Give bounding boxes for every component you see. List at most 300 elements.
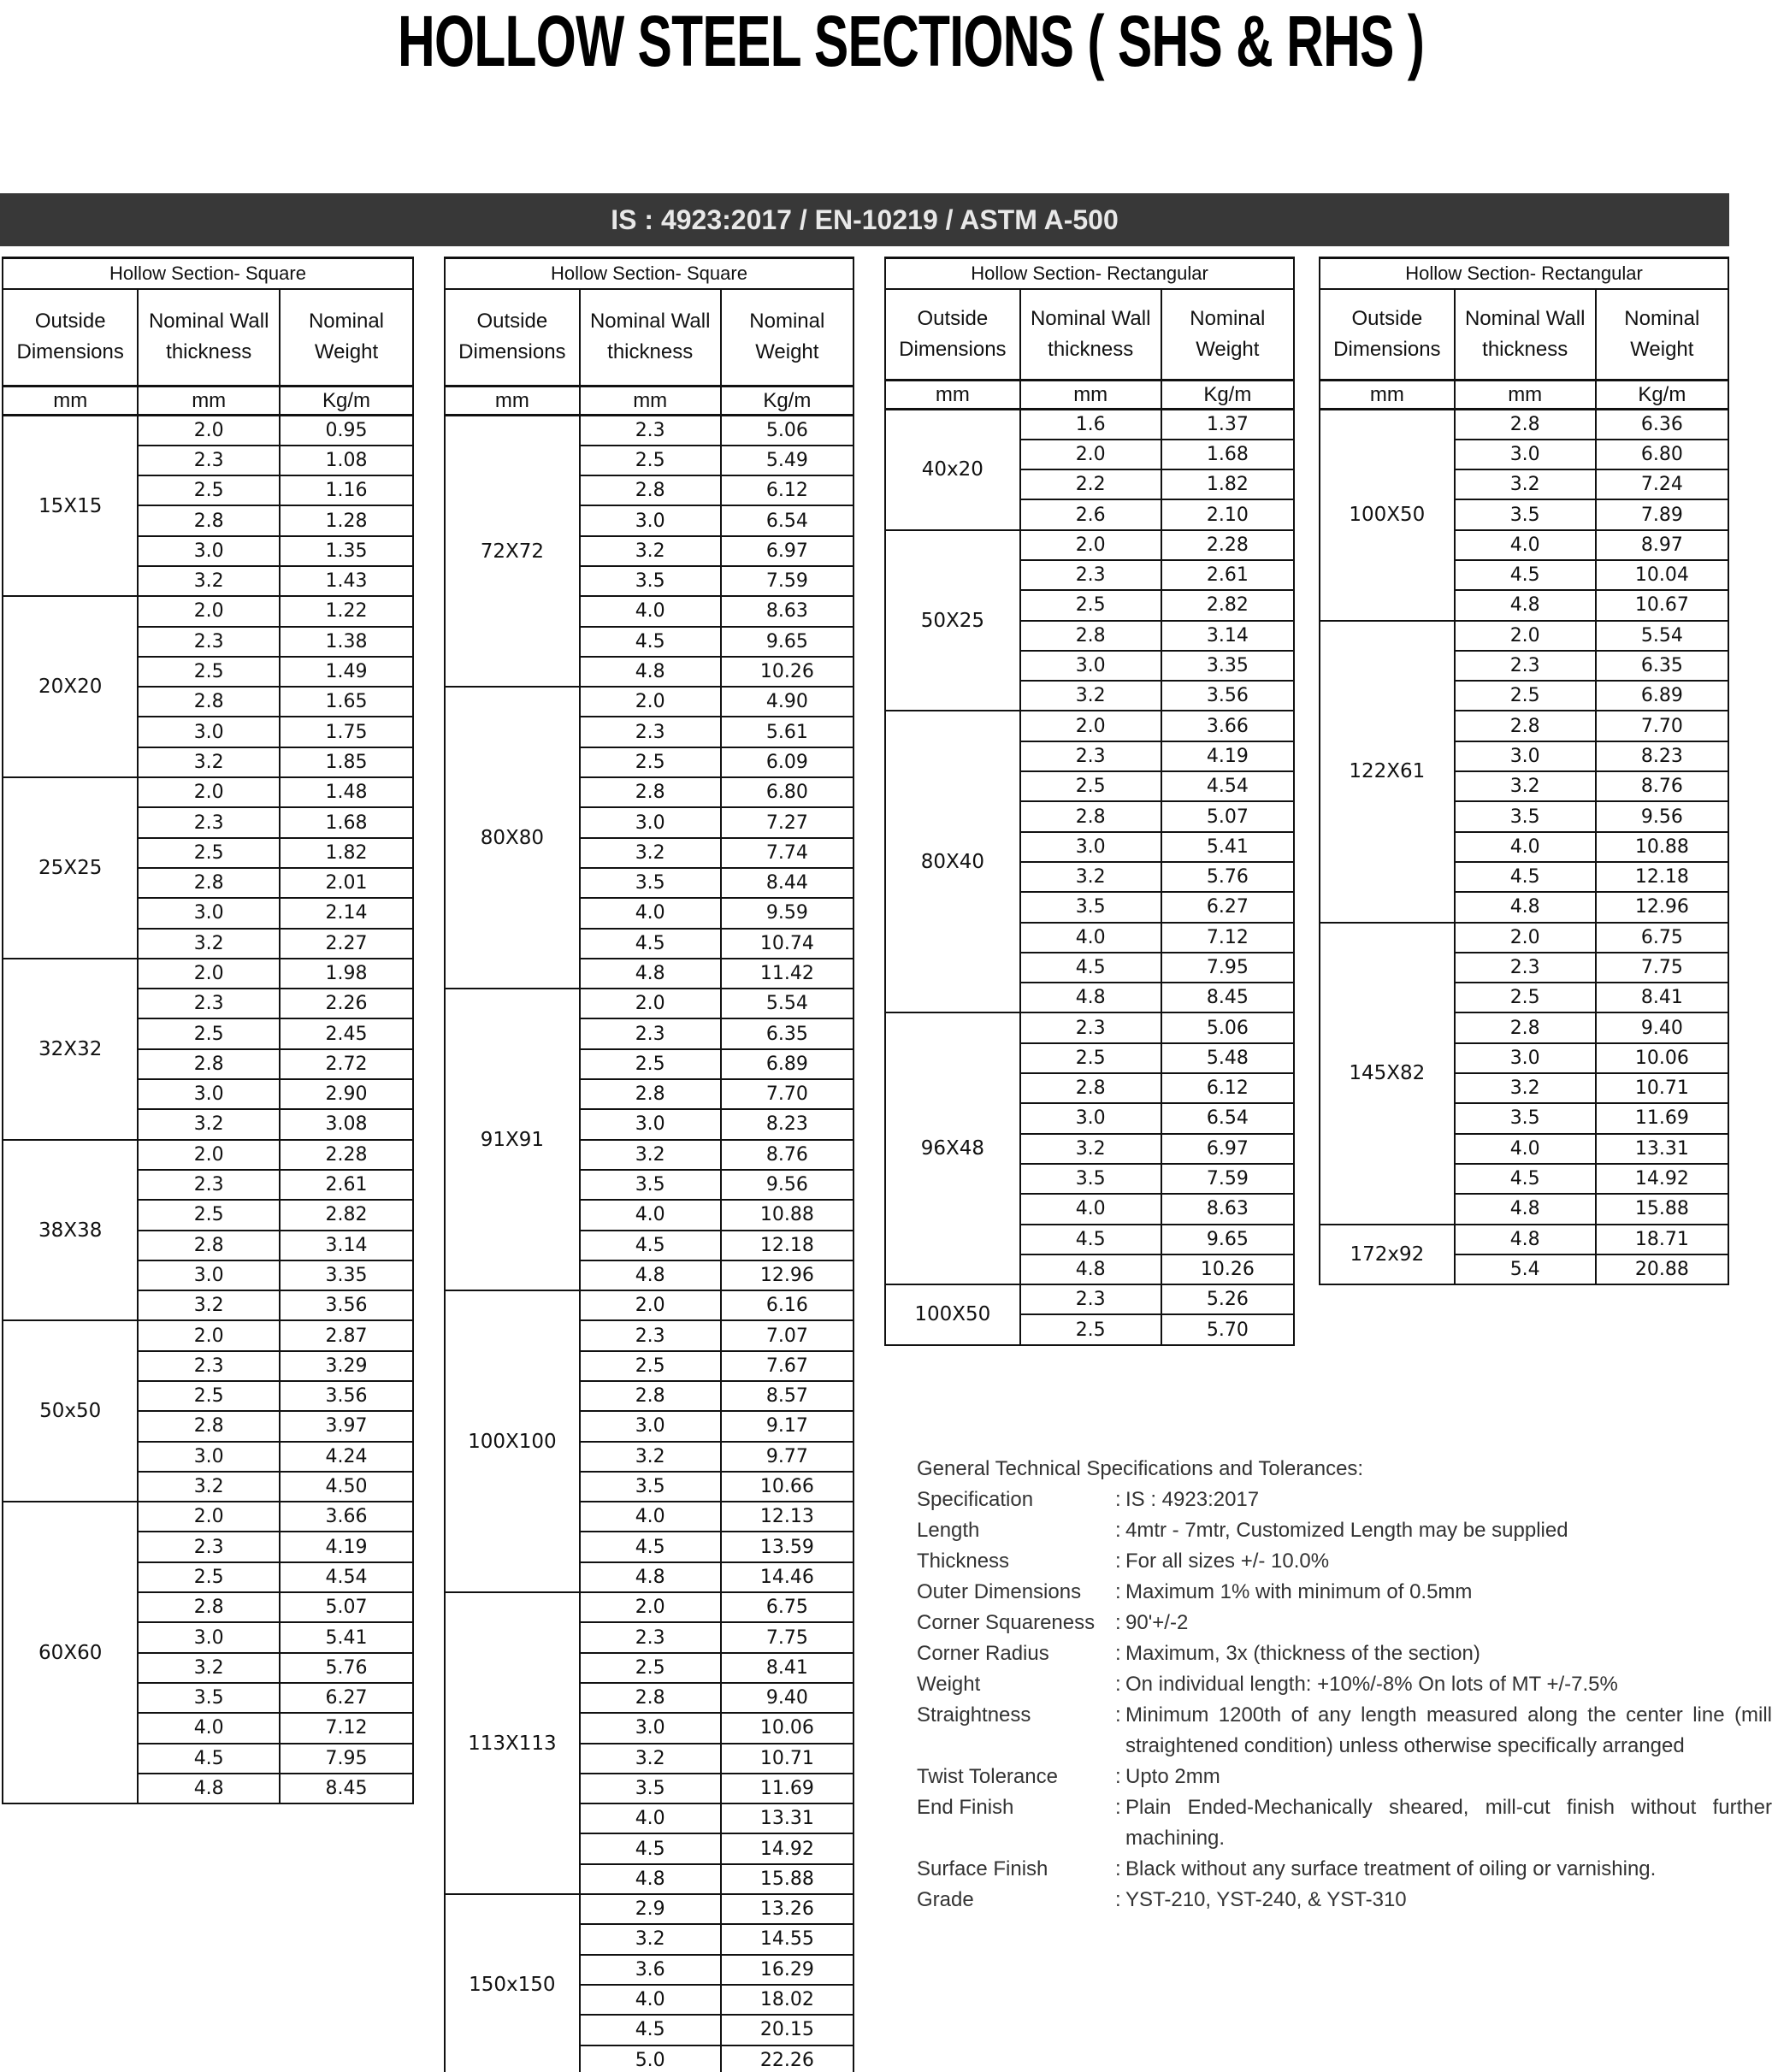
nominal-weight-cell: 15.88 — [1596, 1194, 1728, 1224]
wall-thickness-cell: 3.5 — [580, 868, 721, 898]
nominal-weight-cell: 6.75 — [721, 1592, 854, 1622]
outside-dimension-cell: 113X113 — [445, 1592, 580, 1894]
nominal-weight-cell: 3.14 — [1161, 621, 1294, 651]
nominal-weight-cell: 2.82 — [280, 1200, 413, 1230]
column-header-row — [1320, 289, 1728, 381]
nominal-weight-cell: 7.59 — [721, 566, 854, 596]
table-title-row — [885, 258, 1294, 289]
wall-thickness-cell: 2.8 — [1455, 711, 1596, 741]
wall-thickness-cell: 2.9 — [580, 1894, 721, 1924]
wall-thickness-cell: 3.2 — [138, 1653, 280, 1683]
wall-thickness-cell: 2.0 — [1020, 711, 1161, 741]
wall-thickness-cell: 2.3 — [138, 1532, 280, 1561]
nominal-weight-cell: 5.61 — [721, 717, 854, 747]
wall-thickness-cell: 2.5 — [138, 1200, 280, 1230]
nominal-weight-cell: 6.89 — [1596, 681, 1728, 711]
wall-thickness-cell: 2.3 — [1020, 741, 1161, 771]
wall-thickness-cell: 4.5 — [1455, 862, 1596, 892]
wall-thickness-cell: 2.5 — [1455, 983, 1596, 1012]
outside-dimension-cell: 50x50 — [3, 1320, 138, 1502]
nominal-weight-cell: 2.26 — [280, 989, 413, 1018]
wall-thickness-cell: 2.5 — [1020, 771, 1161, 801]
wall-thickness-cell: 2.8 — [580, 1381, 721, 1411]
outside-dimension-cell: 145X82 — [1320, 923, 1455, 1225]
wall-thickness-cell: 3.5 — [580, 1774, 721, 1803]
nominal-weight-cell: 6.97 — [721, 536, 854, 566]
wall-thickness-cell: 2.8 — [580, 1079, 721, 1109]
nominal-weight-cell: 11.42 — [721, 959, 854, 989]
specs-heading: General Technical Specifications and Tolerances: — [917, 1457, 1364, 1480]
nominal-weight-cell: 5.07 — [280, 1592, 413, 1622]
spec-value: 90'+/-2 — [1125, 1611, 1189, 1634]
wall-thickness-cell: 2.0 — [138, 1320, 280, 1350]
nominal-weight-cell: 5.48 — [1161, 1043, 1294, 1073]
nominal-weight-cell: 14.92 — [721, 1833, 854, 1863]
wall-thickness-cell: 3.0 — [1455, 1043, 1596, 1073]
table-row — [3, 1502, 413, 1532]
wall-thickness-cell: 4.8 — [580, 1562, 721, 1592]
nominal-weight-cell: 5.26 — [1161, 1284, 1294, 1314]
nominal-weight-cell: 10.06 — [1596, 1043, 1728, 1073]
nominal-weight-cell: 1.65 — [280, 687, 413, 717]
wall-thickness-cell: 3.5 — [580, 1472, 721, 1502]
wall-thickness-cell: 3.2 — [1455, 1073, 1596, 1103]
spec-separator: : — [1115, 1580, 1121, 1603]
wall-thickness-cell: 3.0 — [138, 1442, 280, 1472]
header-outside-dimensions: Outside Dimensions — [1320, 289, 1455, 381]
nominal-weight-cell: 18.02 — [721, 1985, 854, 2015]
wall-thickness-cell: 3.0 — [580, 1713, 721, 1743]
nominal-weight-cell: 4.54 — [1161, 771, 1294, 801]
square-sections-table-1 — [2, 257, 414, 1804]
wall-thickness-cell: 3.5 — [1455, 1103, 1596, 1133]
nominal-weight-cell: 9.65 — [1161, 1225, 1294, 1254]
nominal-weight-cell: 5.07 — [1161, 801, 1294, 831]
wall-thickness-cell: 2.3 — [138, 1170, 280, 1200]
wall-thickness-cell: 4.0 — [1455, 530, 1596, 560]
spec-value: Maximum 1% with minimum of 0.5mm — [1125, 1580, 1473, 1603]
nominal-weight-cell: 8.63 — [1161, 1194, 1294, 1224]
nominal-weight-cell: 4.19 — [280, 1532, 413, 1561]
nominal-weight-cell: 2.14 — [280, 898, 413, 928]
wall-thickness-cell: 2.0 — [580, 687, 721, 717]
wall-thickness-cell: 5.4 — [1455, 1254, 1596, 1284]
nominal-weight-cell: 10.71 — [721, 1744, 854, 1774]
nominal-weight-cell: 12.96 — [1596, 892, 1728, 922]
wall-thickness-cell: 3.2 — [580, 1744, 721, 1774]
wall-thickness-cell: 4.8 — [1455, 1194, 1596, 1224]
wall-thickness-cell: 4.8 — [1455, 590, 1596, 620]
wall-thickness-cell: 2.8 — [1455, 410, 1596, 440]
outside-dimension-cell: 150x150 — [445, 1894, 580, 2072]
spec-item — [917, 1485, 1772, 1515]
nominal-weight-cell: 9.40 — [721, 1683, 854, 1713]
wall-thickness-cell: 2.5 — [580, 1351, 721, 1381]
spec-separator: : — [1115, 1857, 1121, 1880]
wall-thickness-cell: 2.3 — [138, 807, 280, 837]
nominal-weight-cell: 3.97 — [280, 1411, 413, 1441]
wall-thickness-cell: 2.0 — [580, 1592, 721, 1622]
table-row — [3, 1320, 413, 1350]
wall-thickness-cell: 2.3 — [138, 1351, 280, 1381]
wall-thickness-cell: 2.0 — [138, 959, 280, 989]
table-row — [445, 416, 854, 446]
nominal-weight-cell: 9.59 — [721, 898, 854, 928]
outside-dimension-cell: 91X91 — [445, 989, 580, 1290]
nominal-weight-cell: 12.18 — [1596, 862, 1728, 892]
wall-thickness-cell: 3.0 — [138, 898, 280, 928]
spec-value: Minimum 1200th of any length measured along the center line (mill straightened condition) unless otherwise specifically arranged — [1125, 1703, 1772, 1757]
nominal-weight-cell: 10.26 — [721, 657, 854, 687]
wall-thickness-cell: 2.8 — [138, 505, 280, 535]
nominal-weight-cell: 0.95 — [280, 416, 413, 446]
nominal-weight-cell: 6.35 — [1596, 651, 1728, 681]
wall-thickness-cell: 4.5 — [580, 627, 721, 657]
spec-item — [917, 1854, 1772, 1885]
wall-thickness-cell: 2.3 — [138, 627, 280, 657]
unit-thickness: mm — [138, 387, 280, 416]
wall-thickness-cell: 2.8 — [138, 1592, 280, 1622]
spec-label: Outer Dimensions — [917, 1580, 1082, 1603]
wall-thickness-cell: 4.8 — [1455, 1225, 1596, 1254]
nominal-weight-cell: 6.97 — [1161, 1134, 1294, 1164]
nominal-weight-cell: 4.90 — [721, 687, 854, 717]
table-row — [3, 416, 413, 446]
table-row — [445, 989, 854, 1018]
spec-item — [917, 1515, 1772, 1546]
nominal-weight-cell: 8.44 — [721, 868, 854, 898]
wall-thickness-cell: 2.8 — [138, 1049, 280, 1079]
spec-item — [917, 1669, 1772, 1700]
wall-thickness-cell: 2.8 — [138, 1411, 280, 1441]
wall-thickness-cell: 2.5 — [138, 657, 280, 687]
spec-separator: : — [1115, 1673, 1121, 1696]
wall-thickness-cell: 4.5 — [580, 1231, 721, 1260]
table-title: Hollow Section- Square — [3, 258, 413, 289]
wall-thickness-cell: 4.0 — [580, 1200, 721, 1230]
nominal-weight-cell: 3.56 — [1161, 681, 1294, 711]
wall-thickness-cell: 2.0 — [580, 989, 721, 1018]
nominal-weight-cell: 14.46 — [721, 1562, 854, 1592]
wall-thickness-cell: 2.5 — [580, 1653, 721, 1683]
nominal-weight-cell: 5.70 — [1161, 1314, 1294, 1344]
wall-thickness-cell: 3.2 — [138, 1109, 280, 1139]
nominal-weight-cell: 3.29 — [280, 1351, 413, 1381]
outside-dimension-cell: 38X38 — [3, 1140, 138, 1321]
wall-thickness-cell: 3.0 — [138, 1079, 280, 1109]
wall-thickness-cell: 2.3 — [1020, 560, 1161, 590]
nominal-weight-cell: 11.69 — [721, 1774, 854, 1803]
wall-thickness-cell: 2.0 — [138, 416, 280, 446]
unit-dimension: mm — [3, 387, 138, 416]
nominal-weight-cell: 3.56 — [280, 1290, 413, 1320]
nominal-weight-cell: 9.40 — [1596, 1012, 1728, 1042]
nominal-weight-cell: 1.22 — [280, 596, 413, 626]
nominal-weight-cell: 7.24 — [1596, 469, 1728, 499]
wall-thickness-cell: 3.2 — [1455, 771, 1596, 801]
spec-item — [917, 1792, 1772, 1854]
spec-value: 4mtr - 7mtr, Customized Length may be supplied — [1125, 1519, 1568, 1542]
nominal-weight-cell: 5.49 — [721, 446, 854, 475]
wall-thickness-cell: 4.5 — [580, 2015, 721, 2045]
wall-thickness-cell: 4.5 — [1020, 1225, 1161, 1254]
header-outside-dimensions: Outside Dimensions — [885, 289, 1020, 381]
nominal-weight-cell: 8.23 — [721, 1109, 854, 1139]
table-title: Hollow Section- Rectangular — [1320, 258, 1728, 289]
wall-thickness-cell: 3.2 — [580, 1924, 721, 1954]
spec-value: Upto 2mm — [1125, 1765, 1220, 1788]
wall-thickness-cell: 4.8 — [580, 959, 721, 989]
nominal-weight-cell: 6.12 — [721, 475, 854, 505]
table-row — [3, 777, 413, 807]
nominal-weight-cell: 10.04 — [1596, 560, 1728, 590]
nominal-weight-cell: 6.36 — [1596, 410, 1728, 440]
wall-thickness-cell: 4.0 — [580, 1502, 721, 1532]
table-title-row — [445, 258, 854, 289]
wall-thickness-cell: 2.0 — [1455, 923, 1596, 953]
outside-dimension-cell: 25X25 — [3, 777, 138, 959]
nominal-weight-cell: 2.28 — [280, 1140, 413, 1170]
specs-list — [917, 1485, 1772, 1916]
table-row — [885, 711, 1294, 741]
wall-thickness-cell: 2.2 — [1020, 469, 1161, 499]
outside-dimension-cell: 96X48 — [885, 1012, 1020, 1284]
column-header-row — [445, 289, 854, 387]
table-row — [3, 596, 413, 626]
wall-thickness-cell: 2.5 — [1020, 1314, 1161, 1344]
spec-separator: : — [1115, 1642, 1121, 1665]
nominal-weight-cell: 2.45 — [280, 1018, 413, 1048]
header-wall-thickness: Nominal Wall thickness — [1455, 289, 1596, 381]
outside-dimension-cell: 15X15 — [3, 416, 138, 597]
nominal-weight-cell: 4.50 — [280, 1472, 413, 1502]
header-outside-dimensions: Outside Dimensions — [445, 289, 580, 387]
wall-thickness-cell: 2.3 — [580, 1320, 721, 1350]
wall-thickness-cell: 4.0 — [580, 898, 721, 928]
spec-label: Grade — [917, 1888, 974, 1911]
wall-thickness-cell: 2.8 — [138, 868, 280, 898]
spec-label: Surface Finish — [917, 1857, 1048, 1880]
nominal-weight-cell: 8.76 — [721, 1140, 854, 1170]
nominal-weight-cell: 2.61 — [280, 1170, 413, 1200]
wall-thickness-cell: 2.5 — [1020, 1043, 1161, 1073]
nominal-weight-cell: 9.56 — [721, 1170, 854, 1200]
spec-separator: : — [1115, 1519, 1121, 1542]
nominal-weight-cell: 6.27 — [280, 1683, 413, 1713]
outside-dimension-cell: 80X40 — [885, 711, 1020, 1012]
outside-dimension-cell: 80X80 — [445, 687, 580, 989]
wall-thickness-cell: 4.8 — [1455, 892, 1596, 922]
nominal-weight-cell: 3.35 — [280, 1260, 413, 1290]
unit-thickness: mm — [580, 387, 721, 416]
spec-label: Straightness — [917, 1703, 1031, 1727]
spec-separator: : — [1115, 1611, 1121, 1634]
spec-item — [917, 1885, 1772, 1916]
spec-value: IS : 4923:2017 — [1125, 1488, 1260, 1511]
wall-thickness-cell: 2.3 — [138, 989, 280, 1018]
nominal-weight-cell: 13.26 — [721, 1894, 854, 1924]
nominal-weight-cell: 10.26 — [1161, 1254, 1294, 1284]
nominal-weight-cell: 3.35 — [1161, 651, 1294, 681]
wall-thickness-cell: 3.5 — [1020, 892, 1161, 922]
nominal-weight-cell: 22.26 — [721, 2045, 854, 2072]
spec-label: Corner Radius — [917, 1642, 1049, 1665]
nominal-weight-cell: 1.43 — [280, 566, 413, 596]
spec-separator: : — [1115, 1796, 1121, 1819]
table-row — [1320, 621, 1728, 651]
nominal-weight-cell: 12.18 — [721, 1231, 854, 1260]
table-title-row — [1320, 258, 1728, 289]
nominal-weight-cell: 13.31 — [721, 1803, 854, 1833]
nominal-weight-cell: 2.61 — [1161, 560, 1294, 590]
table-row — [3, 959, 413, 989]
wall-thickness-cell: 3.0 — [1020, 832, 1161, 862]
spec-value: For all sizes +/- 10.0% — [1125, 1550, 1330, 1573]
spec-separator: : — [1115, 1550, 1121, 1573]
wall-thickness-cell: 2.3 — [580, 1622, 721, 1652]
wall-thickness-cell: 4.8 — [1020, 983, 1161, 1012]
header-wall-thickness: Nominal Wall thickness — [580, 289, 721, 387]
nominal-weight-cell: 9.77 — [721, 1442, 854, 1472]
nominal-weight-cell: 8.45 — [1161, 983, 1294, 1012]
nominal-weight-cell: 2.72 — [280, 1049, 413, 1079]
wall-thickness-cell: 2.0 — [1020, 440, 1161, 469]
wall-thickness-cell: 4.8 — [580, 1260, 721, 1290]
nominal-weight-cell: 2.01 — [280, 868, 413, 898]
nominal-weight-cell: 6.80 — [1596, 440, 1728, 469]
wall-thickness-cell: 3.0 — [138, 1260, 280, 1290]
wall-thickness-cell: 2.3 — [1020, 1012, 1161, 1042]
nominal-weight-cell: 7.95 — [1161, 953, 1294, 983]
spec-label: End Finish — [917, 1796, 1014, 1819]
unit-row — [1320, 381, 1728, 410]
unit-thickness: mm — [1020, 381, 1161, 410]
nominal-weight-cell: 7.70 — [1596, 711, 1728, 741]
wall-thickness-cell: 3.0 — [1020, 651, 1161, 681]
nominal-weight-cell: 6.09 — [721, 747, 854, 777]
nominal-weight-cell: 7.75 — [1596, 953, 1728, 983]
wall-thickness-cell: 3.2 — [138, 1472, 280, 1502]
table-title: Hollow Section- Rectangular — [885, 258, 1294, 289]
spec-value: YST-210, YST-240, & YST-310 — [1125, 1888, 1407, 1911]
nominal-weight-cell: 5.06 — [721, 416, 854, 446]
spec-value: Black without any surface treatment of oiling or varnishing. — [1125, 1857, 1657, 1880]
wall-thickness-cell: 2.6 — [1020, 499, 1161, 529]
wall-thickness-cell: 2.5 — [138, 1018, 280, 1048]
nominal-weight-cell: 2.27 — [280, 929, 413, 959]
outside-dimension-cell: 100X100 — [445, 1290, 580, 1592]
spec-item — [917, 1577, 1772, 1608]
header-nominal-weight: Nominal Weight — [1161, 289, 1294, 381]
nominal-weight-cell: 20.15 — [721, 2015, 854, 2045]
nominal-weight-cell: 6.27 — [1161, 892, 1294, 922]
nominal-weight-cell: 1.49 — [280, 657, 413, 687]
nominal-weight-cell: 5.06 — [1161, 1012, 1294, 1042]
table-row — [1320, 410, 1728, 440]
nominal-weight-cell: 1.48 — [280, 777, 413, 807]
table-row — [445, 687, 854, 717]
wall-thickness-cell: 4.0 — [1020, 923, 1161, 953]
nominal-weight-cell: 1.85 — [280, 747, 413, 777]
wall-thickness-cell: 2.8 — [138, 1231, 280, 1260]
wall-thickness-cell: 4.0 — [580, 1985, 721, 2015]
nominal-weight-cell: 10.88 — [1596, 832, 1728, 862]
wall-thickness-cell: 3.0 — [138, 717, 280, 747]
table-row — [1320, 1225, 1728, 1254]
unit-dimension: mm — [445, 387, 580, 416]
wall-thickness-cell: 3.0 — [138, 536, 280, 566]
wall-thickness-cell: 2.0 — [138, 1502, 280, 1532]
spec-value: Plain Ended-Mechanically sheared, mill-cut finish without further machining. — [1125, 1796, 1772, 1850]
wall-thickness-cell: 3.2 — [580, 838, 721, 868]
nominal-weight-cell: 4.54 — [280, 1562, 413, 1592]
wall-thickness-cell: 3.0 — [1455, 741, 1596, 771]
column-header-row — [885, 289, 1294, 381]
nominal-weight-cell: 13.59 — [721, 1532, 854, 1561]
nominal-weight-cell: 1.08 — [280, 446, 413, 475]
wall-thickness-cell: 3.5 — [1455, 801, 1596, 831]
spec-item — [917, 1608, 1772, 1638]
table-row — [445, 1290, 854, 1320]
wall-thickness-cell: 3.0 — [580, 807, 721, 837]
unit-thickness: mm — [1455, 381, 1596, 410]
unit-weight: Kg/m — [280, 387, 413, 416]
wall-thickness-cell: 2.0 — [138, 596, 280, 626]
header-wall-thickness: Nominal Wall thickness — [1020, 289, 1161, 381]
nominal-weight-cell: 1.68 — [280, 807, 413, 837]
wall-thickness-cell: 4.8 — [580, 1864, 721, 1894]
nominal-weight-cell: 6.54 — [721, 505, 854, 535]
outside-dimension-cell: 100X50 — [885, 1284, 1020, 1345]
unit-weight: Kg/m — [721, 387, 854, 416]
nominal-weight-cell: 13.31 — [1596, 1134, 1728, 1164]
wall-thickness-cell: 3.2 — [1020, 681, 1161, 711]
nominal-weight-cell: 5.54 — [1596, 621, 1728, 651]
nominal-weight-cell: 2.87 — [280, 1320, 413, 1350]
table-row — [445, 1592, 854, 1622]
wall-thickness-cell: 4.8 — [138, 1774, 280, 1803]
nominal-weight-cell: 7.95 — [280, 1744, 413, 1774]
wall-thickness-cell: 3.2 — [138, 747, 280, 777]
wall-thickness-cell: 3.0 — [580, 505, 721, 535]
wall-thickness-cell: 3.2 — [138, 566, 280, 596]
nominal-weight-cell: 9.65 — [721, 627, 854, 657]
wall-thickness-cell: 3.0 — [580, 1411, 721, 1441]
nominal-weight-cell: 8.23 — [1596, 741, 1728, 771]
nominal-weight-cell: 7.27 — [721, 807, 854, 837]
nominal-weight-cell: 7.07 — [721, 1320, 854, 1350]
nominal-weight-cell: 7.12 — [1161, 923, 1294, 953]
table-title-row — [3, 258, 413, 289]
wall-thickness-cell: 2.8 — [138, 687, 280, 717]
square-sections-table-2 — [444, 257, 854, 2072]
spec-label: Weight — [917, 1673, 981, 1696]
nominal-weight-cell: 6.75 — [1596, 923, 1728, 953]
nominal-weight-cell: 8.76 — [1596, 771, 1728, 801]
nominal-weight-cell: 10.66 — [721, 1472, 854, 1502]
wall-thickness-cell: 4.5 — [580, 1532, 721, 1561]
nominal-weight-cell: 8.45 — [280, 1774, 413, 1803]
nominal-weight-cell: 18.71 — [1596, 1225, 1728, 1254]
wall-thickness-cell: 4.8 — [580, 657, 721, 687]
wall-thickness-cell: 3.5 — [138, 1683, 280, 1713]
technical-specifications — [917, 1454, 1772, 1916]
outside-dimension-cell: 172x92 — [1320, 1225, 1455, 1285]
nominal-weight-cell: 3.14 — [280, 1231, 413, 1260]
nominal-weight-cell: 1.37 — [1161, 410, 1294, 440]
nominal-weight-cell: 12.96 — [721, 1260, 854, 1290]
wall-thickness-cell: 4.0 — [1020, 1194, 1161, 1224]
